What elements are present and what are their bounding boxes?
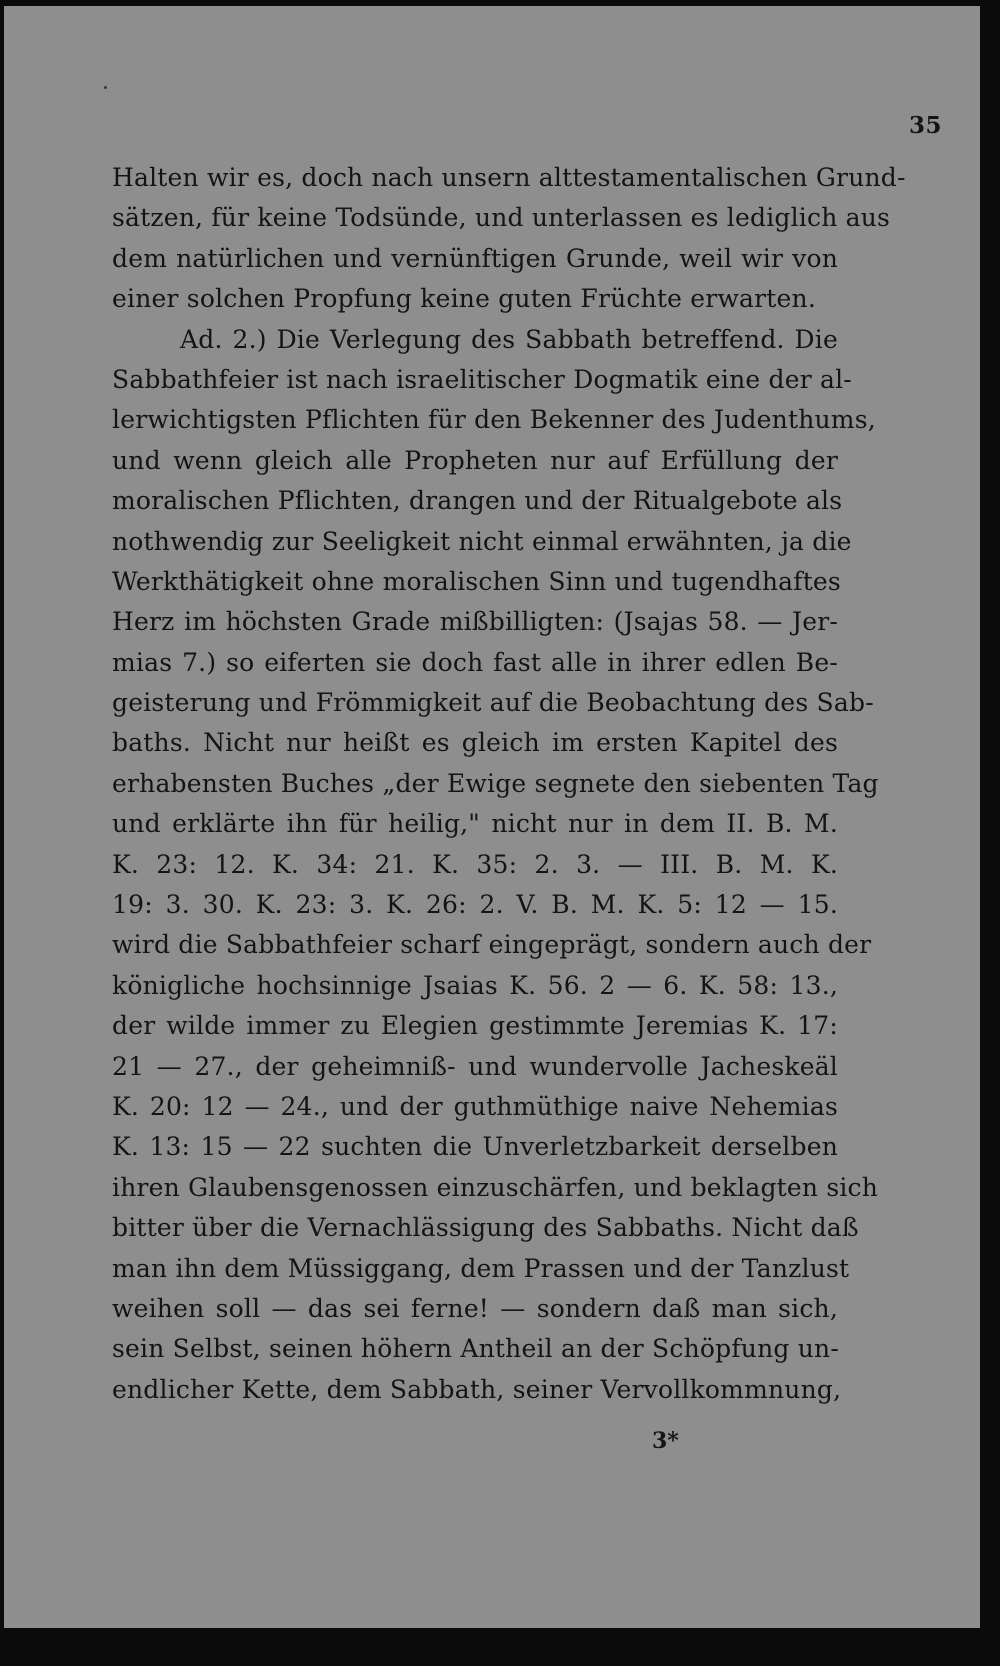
text-line: und wenn gleich alle Propheten nur auf Erfüllung der [112, 445, 838, 475]
text-line: dem natürlichen und vernünftigen Grunde, weil wir von [112, 243, 838, 273]
page-number: 35 [908, 112, 942, 139]
text-line: baths. Nicht nur heißt es gleich im ersten Kapitel des [112, 728, 838, 758]
text-line: endlicher Kette, dem Sabbath, seiner Vervollkommnung, [112, 1374, 842, 1404]
text-line: einer solchen Propfung keine guten Früchte erwarten. [112, 284, 816, 314]
text-line: lerwichtigsten Pflichten für den Bekenner des Judenthums, [112, 405, 876, 435]
text-line: 19: 3. 30. K. 23: 3. K. 26: 2. V. B. M. K. 5: 12 — 15. [112, 890, 838, 920]
text-line: sein Selbst, seinen höhern Antheil an der Schöpfung un- [112, 1334, 839, 1364]
text-line: Herz im höchsten Grade mißbilligten: (Jsajas 58. — Jer- [112, 607, 838, 637]
text-line: K. 20: 12 — 24., und der guthmüthige naive Nehemias [112, 1091, 838, 1121]
signature-mark: 3* [652, 1428, 679, 1454]
paper-speck [104, 86, 107, 89]
text-line: weihen soll — das sei ferne! — sondern daß man sich, [112, 1293, 838, 1323]
text-line: bitter über die Vernachlässigung des Sabbaths. Nicht daß [112, 1213, 859, 1243]
page-body-text [112, 158, 906, 1410]
text-line: K. 23: 12. K. 34: 21. K. 35: 2. 3. — III. B. M. K. [112, 849, 838, 879]
text-line: wird die Sabbathfeier scharf eingeprägt, sondern auch der [112, 930, 872, 960]
text-line: 21 — 27., der geheimniß- und wundervolle Jacheskeäl [112, 1051, 838, 1081]
text-line: nothwendig zur Seeligkeit nicht einmal erwähnten, ja die [112, 526, 852, 556]
text-line: erhabensten Buches „der Ewige segnete den siebenten Tag [112, 768, 879, 798]
text-line: Halten wir es, doch nach unsern alttestamentalischen Grund- [112, 163, 906, 192]
text-line: Sabbathfeier ist nach israelitischer Dogmatik eine der al- [112, 364, 852, 394]
text-line: Werkthätigkeit ohne moralischen Sinn und tugendhaftes [112, 566, 841, 596]
text-line: sätzen, für keine Todsünde, und unterlassen es lediglich aus [112, 203, 891, 233]
text-line: man ihn dem Müssiggang, dem Prassen und der Tanzlust [112, 1253, 850, 1283]
text-line: und erklärte ihn für heilig," nicht nur in dem II. B. M. [112, 809, 838, 839]
text-line: ihren Glaubensgenossen einzuschärfen, und beklagten sich [112, 1172, 879, 1202]
text-line: geisterung und Frömmigkeit auf die Beobachtung des Sab- [112, 688, 874, 718]
text-line: königliche hochsinnige Jsaias K. 56. 2 — 6. K. 58: 13., [112, 970, 838, 1000]
book-page [4, 6, 980, 1628]
text-line: moralischen Pflichten, drangen und der Ritualgebote als [112, 486, 843, 516]
text-line: K. 13: 15 — 22 suchten die Unverletzbarkeit derselben [112, 1132, 838, 1162]
text-line: der wilde immer zu Elegien gestimmte Jeremias K. 17: [112, 1011, 838, 1041]
text-line: Ad. 2.) Die Verlegung des Sabbath betreffend. Die [180, 324, 838, 354]
text-line: mias 7.) so eiferten sie doch fast alle in ihrer edlen Be- [112, 647, 838, 677]
